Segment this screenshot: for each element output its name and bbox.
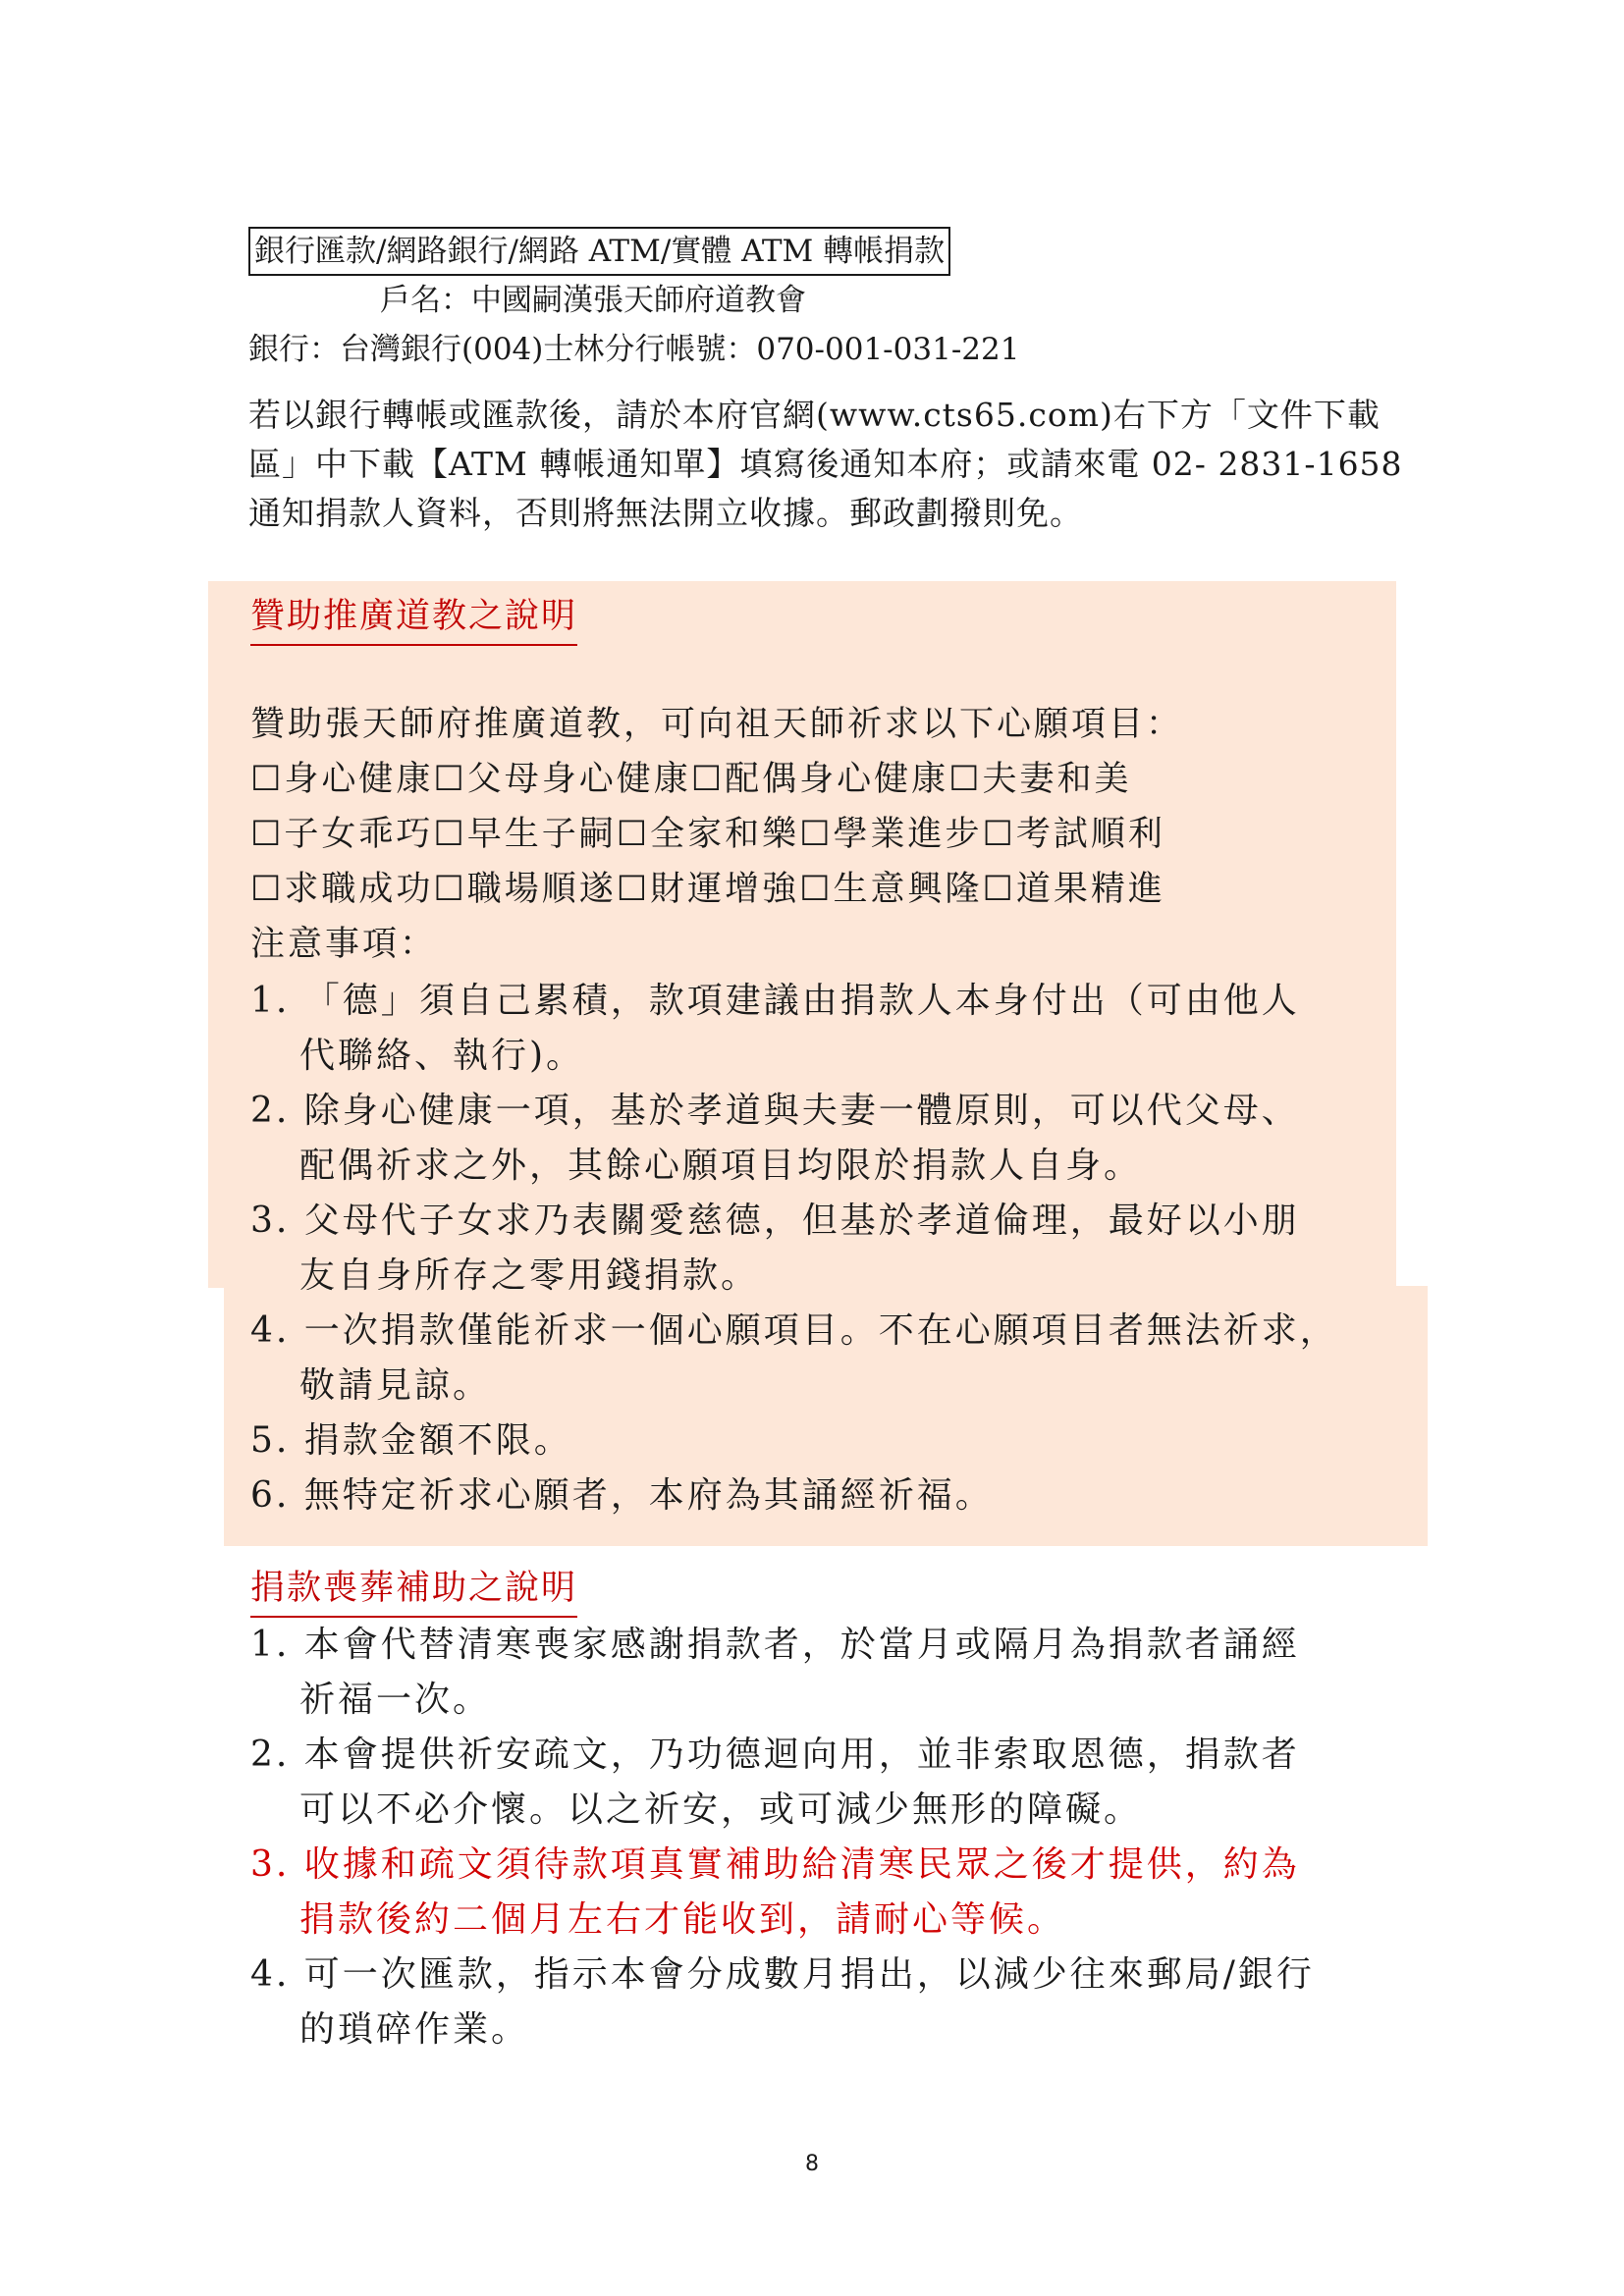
wish-row: ☐子女乖巧☐早生子嗣☐全家和樂☐學業進步☐考試順利: [250, 815, 1165, 854]
notes-title: 注意事項：: [250, 925, 438, 964]
note-item: 2. 除身心健康一項，基於孝道與夫妻一體原則，可以代父母、: [250, 1091, 1300, 1131]
sponsor-intro: 贊助張天師府推廣道教，可向祖天師祈求以下心願項目：: [250, 705, 1184, 744]
note-item: 5. 捐款金額不限。: [250, 1420, 572, 1461]
transfer-notice-line: 區」中下載【ATM 轉帳通知單】填寫後通知本府；或請來電 02- 2831-1658: [248, 445, 1403, 483]
bank-account-line: 銀行：台灣銀行(004)士林分行帳號：070-001-031-221: [248, 332, 1020, 367]
note-item: 3. 父母代子女求乃表關愛慈德，但基於孝道倫理，最好以小朋: [250, 1201, 1300, 1241]
sponsor-heading: 贊助推廣道教之說明: [250, 591, 577, 646]
note-item-continued: 敬請見諒。: [299, 1365, 492, 1406]
bank-transfer-title: 銀行匯款/網路銀行/網路 ATM/實體 ATM 轉帳捐款: [248, 227, 950, 276]
note-item-continued: 友自身所存之零用錢捐款。: [299, 1255, 760, 1296]
funeral-item-continued: 的瑣碎作業。: [299, 2009, 530, 2050]
funeral-item-highlight-continued: 捐款後約二個月左右才能收到，請耐心等候。: [299, 1899, 1066, 1940]
note-item: 4. 一次捐款僅能祈求一個心願項目。不在心願項目者無法祈求，: [250, 1310, 1338, 1351]
note-item: 1. 「德」須自己累積，款項建議由捐款人本身付出（可由他人: [250, 981, 1300, 1021]
funeral-item-highlight: 3. 收據和疏文須待款項真實補助給清寒民眾之後才提供，約為: [250, 1844, 1300, 1885]
note-item-continued: 配偶祈求之外，其餘心願項目均限於捐款人自身。: [299, 1146, 1143, 1186]
transfer-notice-line: 通知捐款人資料，否則將無法開立收據。郵政劃撥則免。: [248, 494, 1083, 532]
note-item: 6. 無特定祈求心願者，本府為其誦經祈福。: [250, 1475, 994, 1516]
funeral-item: 2. 本會提供祈安疏文，乃功德迴向用，並非索取恩德，捐款者: [250, 1735, 1300, 1775]
funeral-heading: 捐款喪葬補助之說明: [250, 1563, 577, 1618]
funeral-item-continued: 祈福一次。: [299, 1680, 492, 1720]
funeral-item: 4. 可一次匯款，指示本會分成數月捐出，以減少往來郵局/銀行: [250, 1954, 1315, 1995]
note-item-continued: 代聯絡、執行)。: [299, 1036, 585, 1076]
funeral-item: 1. 本會代替清寒喪家感謝捐款者，於當月或隔月為捐款者誦經: [250, 1625, 1300, 1665]
account-name: 戶名：中國嗣漢張天師府道教會: [380, 283, 806, 318]
funeral-item-continued: 可以不必介懷。以之祈安，或可減少無形的障礙。: [299, 1789, 1143, 1830]
wish-row: ☐身心健康☐父母身心健康☐配偶身心健康☐夫妻和美: [250, 760, 1132, 799]
transfer-notice-line: 若以銀行轉帳或匯款後，請於本府官網(www.cts65.com)右下方「文件下載: [248, 396, 1380, 434]
wish-row: ☐求職成功☐職場順遂☐財運增強☐生意興隆☐道果精進: [250, 870, 1165, 909]
page-number: 8: [805, 2152, 819, 2176]
